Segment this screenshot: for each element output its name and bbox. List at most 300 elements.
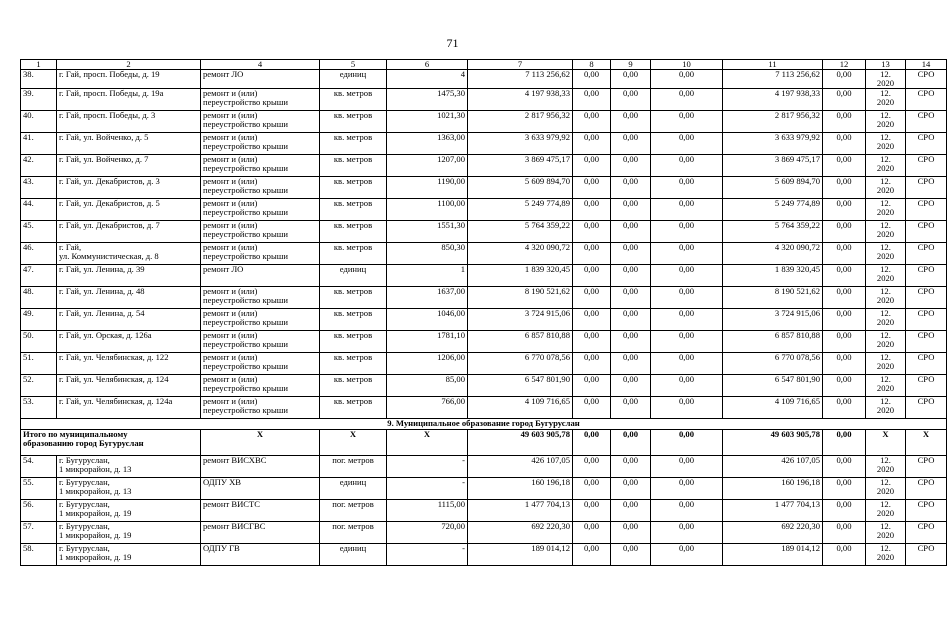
deadline-cell xyxy=(866,177,906,199)
row-number: 54. xyxy=(21,456,57,478)
fund-cell: 0,00 xyxy=(573,331,611,353)
cost-per-unit-cell: 0,00 xyxy=(823,456,866,478)
row-number: 46. xyxy=(21,243,57,265)
unit-cell: кв. метров xyxy=(320,177,387,199)
address-cell xyxy=(57,331,201,353)
total-cost-cell: 1 839 320,45 xyxy=(468,265,573,287)
method-cell: СРО xyxy=(906,456,947,478)
deadline-cell xyxy=(866,89,906,111)
owners-funds-cell: 1 477 704,13 xyxy=(723,500,823,522)
deadline-line: 12. xyxy=(880,264,891,275)
address-cell xyxy=(57,397,201,419)
quantity-cell: - xyxy=(387,544,468,566)
address-cell xyxy=(57,265,201,287)
address-cell xyxy=(57,221,201,243)
total-cost-cell: 7 113 256,62 xyxy=(468,70,573,89)
cost-per-unit-cell: 0,00 xyxy=(823,177,866,199)
unit-cell: единиц xyxy=(320,70,387,89)
fund-cell: 0,00 xyxy=(573,397,611,419)
fund-cell: 0,00 xyxy=(573,155,611,177)
unit-cell: кв. метров xyxy=(320,287,387,309)
address-line: 1 микрорайон, д. 19 xyxy=(59,530,132,541)
address-line: 1 микрорайон, д. 19 xyxy=(59,508,132,519)
deadline-line: 2020 xyxy=(876,486,895,497)
table-row xyxy=(21,89,947,111)
column-number-header: 5 xyxy=(320,60,387,70)
column-number-header: 2 xyxy=(57,60,201,70)
local-budget-cell: 0,00 xyxy=(651,353,723,375)
cost-per-unit-cell: 0,00 xyxy=(823,133,866,155)
local-budget-cell: 0,00 xyxy=(651,375,723,397)
address-cell xyxy=(57,177,201,199)
local-budget-cell: 0,00 xyxy=(651,243,723,265)
total-row xyxy=(21,430,947,456)
owners-funds-cell: 6 547 801,90 xyxy=(723,375,823,397)
work-type-line: переустройство крыши xyxy=(203,185,288,196)
table-row xyxy=(21,353,947,375)
deadline-line: 2020 xyxy=(876,163,895,174)
unit-cell: кв. метров xyxy=(320,353,387,375)
quantity-cell: 1115,00 xyxy=(387,500,468,522)
column-number-header: 9 xyxy=(611,60,651,70)
deadline-line: 12. xyxy=(880,110,891,121)
work-type-cell xyxy=(201,478,320,500)
work-type-line: ремонт и (или) xyxy=(203,220,258,231)
method-cell: СРО xyxy=(906,397,947,419)
cost-per-unit-cell: 0,00 xyxy=(823,243,866,265)
address-line: г. Гай, ул. Декабристов, д. 3 xyxy=(59,176,160,187)
quantity-cell: 1551,30 xyxy=(387,221,468,243)
work-type-cell xyxy=(201,375,320,397)
work-type-cell xyxy=(201,544,320,566)
address-line: г. Бугуруслан, xyxy=(59,499,110,510)
regional-budget-cell: 0,00 xyxy=(611,331,651,353)
quantity-cell: 1 xyxy=(387,265,468,287)
deadline-cell xyxy=(866,500,906,522)
cost-per-unit-cell: 0,00 xyxy=(823,375,866,397)
row-number: 45. xyxy=(21,221,57,243)
table-row xyxy=(21,177,947,199)
quantity-cell: 1475,30 xyxy=(387,89,468,111)
total-cost-cell: 5 609 894,70 xyxy=(468,177,573,199)
quantity-cell: 4 xyxy=(387,70,468,89)
column-number-header: 14 xyxy=(906,60,947,70)
work-type-line: ремонт ВИСХВС xyxy=(203,455,267,466)
deadline-line: 2020 xyxy=(876,405,895,416)
unit-cell: кв. метров xyxy=(320,375,387,397)
deadline-line: 2020 xyxy=(876,119,895,130)
page-number: 71 xyxy=(446,36,459,50)
total-method: X xyxy=(906,430,947,456)
table-row xyxy=(21,133,947,155)
owners-funds-cell: 1 839 320,45 xyxy=(723,265,823,287)
table-row xyxy=(21,375,947,397)
method-cell: СРО xyxy=(906,331,947,353)
work-type-cell xyxy=(201,397,320,419)
method-cell: СРО xyxy=(906,375,947,397)
deadline-line: 2020 xyxy=(876,295,895,306)
address-cell xyxy=(57,456,201,478)
method-cell: СРО xyxy=(906,177,947,199)
address-line: г. Бугуруслан, xyxy=(59,521,110,532)
method-cell: СРО xyxy=(906,522,947,544)
regional-budget-cell: 0,00 xyxy=(611,397,651,419)
work-type-line: ремонт ЛО xyxy=(203,264,244,275)
address-line: г. Гай, ул. Декабристов, д. 7 xyxy=(59,220,160,231)
work-type-cell xyxy=(201,331,320,353)
regional-budget-cell: 0,00 xyxy=(611,287,651,309)
deadline-line: 2020 xyxy=(876,361,895,372)
total-cost-cell: 4 197 938,33 xyxy=(468,89,573,111)
row-number: 48. xyxy=(21,287,57,309)
table-row xyxy=(21,199,947,221)
method-cell: СРО xyxy=(906,309,947,331)
address-cell xyxy=(57,155,201,177)
table-row xyxy=(21,478,947,500)
total-cost-cell: 3 869 475,17 xyxy=(468,155,573,177)
table-row xyxy=(21,331,947,353)
row-number: 42. xyxy=(21,155,57,177)
local-budget-cell: 0,00 xyxy=(651,397,723,419)
row-number: 50. xyxy=(21,331,57,353)
row-number: 49. xyxy=(21,309,57,331)
owners-funds-cell: 3 724 915,06 xyxy=(723,309,823,331)
work-type-line: переустройство крыши xyxy=(203,383,288,394)
cost-per-unit-cell: 0,00 xyxy=(823,111,866,133)
unit-cell: кв. метров xyxy=(320,309,387,331)
deadline-line: 2020 xyxy=(876,97,895,108)
address-line: г. Гай, ул. Челябинская, д. 122 xyxy=(59,352,169,363)
address-line: г. Гай, ул. Челябинская, д. 124 xyxy=(59,374,169,385)
work-type-cell xyxy=(201,456,320,478)
owners-funds-cell: 6 770 078,56 xyxy=(723,353,823,375)
quantity-cell: - xyxy=(387,456,468,478)
total-cost-cell: 8 190 521,62 xyxy=(468,287,573,309)
row-number: 55. xyxy=(21,478,57,500)
work-type-cell xyxy=(201,199,320,221)
deadline-line: 12. xyxy=(880,477,891,488)
address-cell xyxy=(57,500,201,522)
work-type-line: переустройство крыши xyxy=(203,141,288,152)
method-cell: СРО xyxy=(906,544,947,566)
owners-funds-cell: 8 190 521,62 xyxy=(723,287,823,309)
row-number: 57. xyxy=(21,522,57,544)
work-type-cell xyxy=(201,221,320,243)
work-type-line: ремонт и (или) xyxy=(203,88,258,99)
local-budget-cell: 0,00 xyxy=(651,456,723,478)
total-unit: X xyxy=(320,430,387,456)
address-line: г. Гай, просп. Победы, д. 19а xyxy=(59,88,164,99)
fund-cell: 0,00 xyxy=(573,89,611,111)
deadline-line: 2020 xyxy=(876,530,895,541)
local-budget-cell: 0,00 xyxy=(651,89,723,111)
deadline-line: 12. xyxy=(880,176,891,187)
local-budget-cell: 0,00 xyxy=(651,221,723,243)
quantity-cell: 1207,00 xyxy=(387,155,468,177)
total-cost-cell: 2 817 956,32 xyxy=(468,111,573,133)
local-budget-cell: 0,00 xyxy=(651,199,723,221)
fund-cell: 0,00 xyxy=(573,522,611,544)
total-cost-cell: 5 249 774,89 xyxy=(468,199,573,221)
deadline-line: 12. xyxy=(880,455,891,466)
cost-per-unit-cell: 0,00 xyxy=(823,353,866,375)
fund-cell: 0,00 xyxy=(573,111,611,133)
deadline-line: 12. xyxy=(880,308,891,319)
address-line: г. Гай, ул. Ленина, д. 48 xyxy=(59,286,145,297)
quantity-cell: 1190,00 xyxy=(387,177,468,199)
total-fund: 0,00 xyxy=(573,430,611,456)
unit-cell: кв. метров xyxy=(320,155,387,177)
owners-funds-cell: 5 764 359,22 xyxy=(723,221,823,243)
total-cost-per-unit: 0,00 xyxy=(823,430,866,456)
owners-funds-cell: 3 633 979,92 xyxy=(723,133,823,155)
total-cost-cell: 692 220,30 xyxy=(468,522,573,544)
table-row xyxy=(21,544,947,566)
cost-per-unit-cell: 0,00 xyxy=(823,221,866,243)
deadline-line: 12. xyxy=(880,286,891,297)
deadline-line: 2020 xyxy=(876,251,895,262)
work-type-cell xyxy=(201,70,320,89)
local-budget-cell: 0,00 xyxy=(651,133,723,155)
deadline-line: 2020 xyxy=(876,339,895,350)
deadline-line: 12. xyxy=(880,374,891,385)
cost-per-unit-cell: 0,00 xyxy=(823,309,866,331)
work-type-line: переустройство крыши xyxy=(203,317,288,328)
deadline-line: 12. xyxy=(880,132,891,143)
method-cell: СРО xyxy=(906,111,947,133)
method-cell: СРО xyxy=(906,500,947,522)
deadline-cell xyxy=(866,331,906,353)
local-budget-cell: 0,00 xyxy=(651,522,723,544)
deadline-cell xyxy=(866,111,906,133)
address-cell xyxy=(57,133,201,155)
local-budget-cell: 0,00 xyxy=(651,155,723,177)
work-type-cell xyxy=(201,155,320,177)
address-cell xyxy=(57,243,201,265)
total-cost-cell: 6 547 801,90 xyxy=(468,375,573,397)
total-cost-cell: 426 107,05 xyxy=(468,456,573,478)
fund-cell: 0,00 xyxy=(573,500,611,522)
table-row xyxy=(21,243,947,265)
cost-per-unit-cell: 0,00 xyxy=(823,265,866,287)
deadline-line: 12. xyxy=(880,220,891,231)
regional-budget-cell: 0,00 xyxy=(611,353,651,375)
table-row xyxy=(21,456,947,478)
row-number: 56. xyxy=(21,500,57,522)
row-number: 47. xyxy=(21,265,57,287)
method-cell: СРО xyxy=(906,287,947,309)
quantity-cell: - xyxy=(387,478,468,500)
table-body xyxy=(21,60,947,566)
table-row xyxy=(21,111,947,133)
regional-budget-cell: 0,00 xyxy=(611,133,651,155)
address-cell xyxy=(57,375,201,397)
regional-budget-cell: 0,00 xyxy=(611,221,651,243)
quantity-cell: 850,30 xyxy=(387,243,468,265)
work-type-line: переустройство крыши xyxy=(203,361,288,372)
unit-cell: кв. метров xyxy=(320,221,387,243)
deadline-line: 2020 xyxy=(876,383,895,394)
deadline-cell xyxy=(866,522,906,544)
regional-budget-cell: 0,00 xyxy=(611,177,651,199)
regional-budget-cell: 0,00 xyxy=(611,522,651,544)
work-type-line: ремонт и (или) xyxy=(203,242,258,253)
address-line: г. Гай, ул. Орская, д. 126а xyxy=(59,330,152,341)
column-number-header: 10 xyxy=(651,60,723,70)
work-type-cell xyxy=(201,353,320,375)
owners-funds-cell: 7 113 256,62 xyxy=(723,70,823,89)
row-number: 51. xyxy=(21,353,57,375)
address-line: г. Гай, ул. Челябинская, д. 124а xyxy=(59,396,173,407)
local-budget-cell: 0,00 xyxy=(651,111,723,133)
total-label-line: Итого по муниципальному xyxy=(23,429,128,440)
address-line: г. Гай, ул. Ленина, д. 39 xyxy=(59,264,145,275)
column-number-header: 12 xyxy=(823,60,866,70)
row-number: 40. xyxy=(21,111,57,133)
unit-cell: пог. метров xyxy=(320,522,387,544)
deadline-cell xyxy=(866,353,906,375)
unit-cell: пог. метров xyxy=(320,456,387,478)
deadline-cell xyxy=(866,199,906,221)
table-row xyxy=(21,70,947,89)
row-number: 38. xyxy=(21,70,57,89)
work-type-line: ремонт и (или) xyxy=(203,308,258,319)
table-row xyxy=(21,155,947,177)
work-type-cell xyxy=(201,287,320,309)
total-owners-funds: 49 603 905,78 xyxy=(723,430,823,456)
cost-per-unit-cell: 0,00 xyxy=(823,155,866,177)
unit-cell: кв. метров xyxy=(320,133,387,155)
method-cell: СРО xyxy=(906,199,947,221)
address-line: г. Гай, просп. Победы, д. 19 xyxy=(59,69,160,79)
work-type-line: ремонт и (или) xyxy=(203,352,258,363)
regional-budget-cell: 0,00 xyxy=(611,199,651,221)
regional-budget-cell: 0,00 xyxy=(611,478,651,500)
work-type-line: переустройство крыши xyxy=(203,295,288,306)
local-budget-cell: 0,00 xyxy=(651,500,723,522)
address-cell xyxy=(57,522,201,544)
deadline-line: 2020 xyxy=(876,141,895,152)
cost-per-unit-cell: 0,00 xyxy=(823,70,866,89)
column-number-header: 13 xyxy=(866,60,906,70)
total-cost-cell: 4 320 090,72 xyxy=(468,243,573,265)
work-type-cell xyxy=(201,522,320,544)
address-cell xyxy=(57,309,201,331)
column-number-row xyxy=(21,60,947,70)
address-line: 1 микрорайон, д. 13 xyxy=(59,464,132,475)
fund-cell: 0,00 xyxy=(573,70,611,89)
fund-cell: 0,00 xyxy=(573,353,611,375)
fund-cell: 0,00 xyxy=(573,265,611,287)
address-line: г. Гай, ул. Декабристов, д. 5 xyxy=(59,198,160,209)
table-row xyxy=(21,500,947,522)
cost-per-unit-cell: 0,00 xyxy=(823,500,866,522)
section-title: 9. Муниципальное образование город Бугуруслан xyxy=(21,419,947,430)
work-type-line: переустройство крыши xyxy=(203,405,288,416)
quantity-cell: 1781,10 xyxy=(387,331,468,353)
regional-budget-cell: 0,00 xyxy=(611,243,651,265)
work-type-line: ремонт ВИСГВС xyxy=(203,521,266,532)
table-row xyxy=(21,265,947,287)
deadline-cell xyxy=(866,375,906,397)
owners-funds-cell: 160 196,18 xyxy=(723,478,823,500)
local-budget-cell: 0,00 xyxy=(651,70,723,89)
cost-per-unit-cell: 0,00 xyxy=(823,89,866,111)
table-row xyxy=(21,522,947,544)
table-row xyxy=(21,397,947,419)
deadline-cell xyxy=(866,155,906,177)
address-cell xyxy=(57,478,201,500)
work-type-cell xyxy=(201,177,320,199)
fund-cell: 0,00 xyxy=(573,243,611,265)
quantity-cell: 1206,00 xyxy=(387,353,468,375)
fund-cell: 0,00 xyxy=(573,375,611,397)
address-cell xyxy=(57,89,201,111)
quantity-cell: 1637,00 xyxy=(387,287,468,309)
address-line: г. Бугуруслан, xyxy=(59,543,110,554)
deadline-cell xyxy=(866,243,906,265)
regional-budget-cell: 0,00 xyxy=(611,309,651,331)
column-number-header: 6 xyxy=(387,60,468,70)
work-type-line: переустройство крыши xyxy=(203,97,288,108)
column-number-header: 1 xyxy=(21,60,57,70)
deadline-line: 2020 xyxy=(876,464,895,475)
column-number-header: 11 xyxy=(723,60,823,70)
total-cost-cell: 6 857 810,88 xyxy=(468,331,573,353)
local-budget-cell: 0,00 xyxy=(651,287,723,309)
method-cell: СРО xyxy=(906,155,947,177)
work-type-line: переустройство крыши xyxy=(203,163,288,174)
total-cost-cell: 1 477 704,13 xyxy=(468,500,573,522)
unit-cell: единиц xyxy=(320,265,387,287)
total-deadline: X xyxy=(866,430,906,456)
cost-per-unit-cell: 0,00 xyxy=(823,544,866,566)
regional-budget-cell: 0,00 xyxy=(611,111,651,133)
total-cost-cell: 4 109 716,65 xyxy=(468,397,573,419)
regional-budget-cell: 0,00 xyxy=(611,456,651,478)
method-cell: СРО xyxy=(906,70,947,89)
method-cell: СРО xyxy=(906,243,947,265)
owners-funds-cell: 6 857 810,88 xyxy=(723,331,823,353)
method-cell: СРО xyxy=(906,221,947,243)
cost-per-unit-cell: 0,00 xyxy=(823,199,866,221)
owners-funds-cell: 2 817 956,32 xyxy=(723,111,823,133)
address-line: г. Гай, просп. Победы, д. 3 xyxy=(59,110,156,121)
deadline-line: 2020 xyxy=(876,78,895,89)
fund-cell: 0,00 xyxy=(573,199,611,221)
deadline-cell xyxy=(866,456,906,478)
total-regional-budget: 0,00 xyxy=(611,430,651,456)
deadline-line: 2020 xyxy=(876,185,895,196)
deadline-line: 12. xyxy=(880,242,891,253)
deadline-cell xyxy=(866,309,906,331)
quantity-cell: 1363,00 xyxy=(387,133,468,155)
work-type-line: ремонт и (или) xyxy=(203,198,258,209)
column-number-header: 7 xyxy=(468,60,573,70)
address-line: г. Гай, ул. Ленина, д. 54 xyxy=(59,308,145,319)
work-type-line: ремонт и (или) xyxy=(203,154,258,165)
deadline-cell xyxy=(866,544,906,566)
work-type-cell xyxy=(201,500,320,522)
work-type-cell xyxy=(201,309,320,331)
fund-cell: 0,00 xyxy=(573,544,611,566)
address-cell xyxy=(57,287,201,309)
total-cost-cell: 3 724 915,06 xyxy=(468,309,573,331)
regional-budget-cell: 0,00 xyxy=(611,544,651,566)
deadline-line: 12. xyxy=(880,396,891,407)
deadline-line: 12. xyxy=(880,543,891,554)
work-type-line: ремонт и (или) xyxy=(203,396,258,407)
